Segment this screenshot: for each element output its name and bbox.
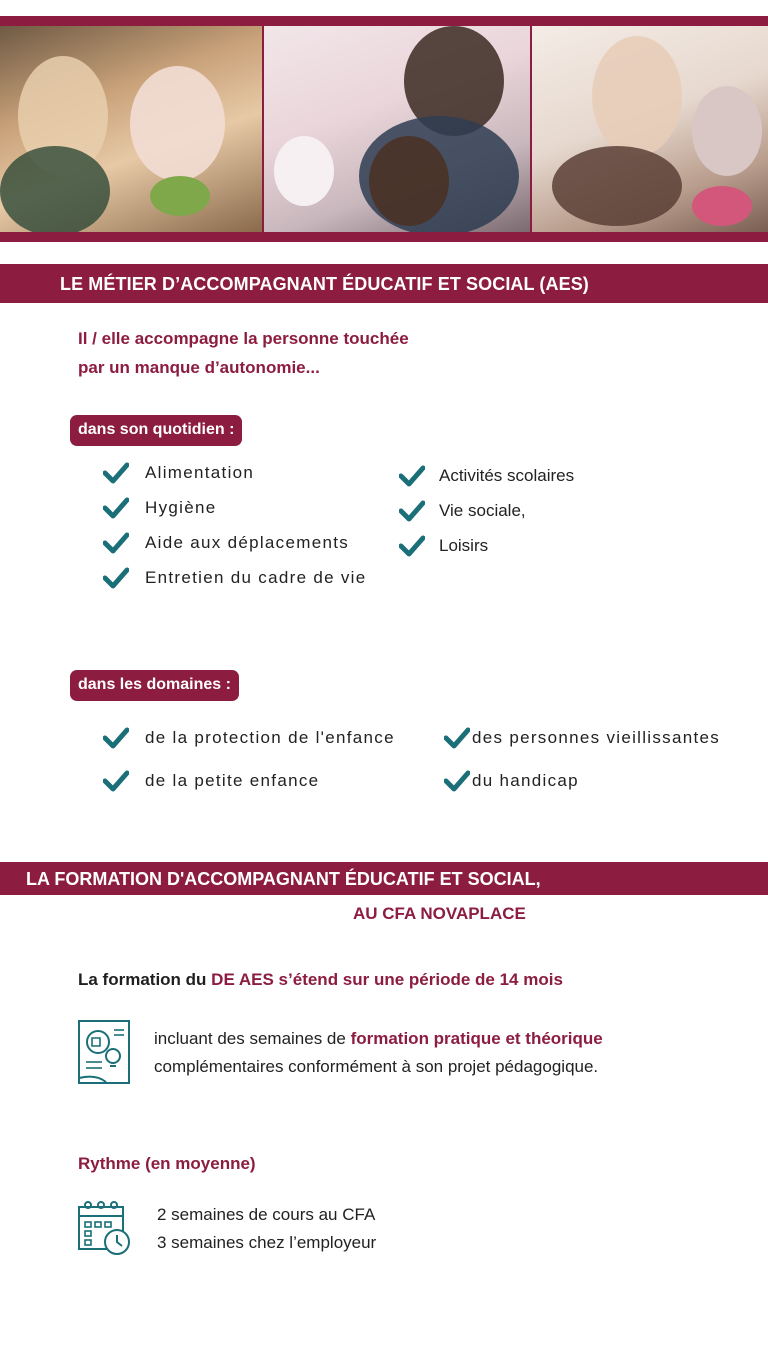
list-item [103,727,395,749]
metier-title: LE MÉTIER D’ACCOMPAGNANT ÉDUCATIF ET SOCIAL (AES) [60,274,589,294]
rythme-text [157,1201,376,1257]
list-item-label: Alimentation [145,463,255,482]
quotidien-label: dans son quotidien : [70,415,242,446]
including-line-1 [154,1025,603,1053]
check-icon [399,500,425,522]
intro-line-1: Il / elle accompagne la personne touchée [78,329,409,348]
intro-line-2: par un manque d’autonomie... [78,358,320,377]
including-text [154,1025,603,1081]
calendar-clock-icon [76,1200,134,1258]
duration-prefix: La formation du [78,970,212,989]
list-item [399,500,526,522]
list-item [103,567,367,589]
check-icon [444,727,470,749]
list-item [444,770,579,792]
duration-text [78,970,563,990]
including-prefix: incluant des semaines de [154,1029,351,1048]
list-item-label: Entretien du cadre de vie [145,568,367,587]
including-line-2: complémentaires conformément à son projet pédagogique. [154,1057,599,1076]
list-item-label: de la petite enfance [145,771,320,790]
list-item-label: Loisirs [439,536,489,555]
list-item-label: Activités scolaires [439,466,575,485]
list-item [103,462,254,484]
duration-highlight: DE AES s’étend sur une période de 14 mois [211,970,563,989]
domaines-label: dans les domaines : [70,670,239,701]
photo-educator-reading [264,26,530,232]
check-icon [103,497,129,519]
photo-educator-child [0,26,262,232]
list-item-label: de la protection de l'enfance [145,728,395,747]
check-icon [103,727,129,749]
check-icon [103,532,129,554]
list-item [444,727,720,749]
including-highlight: formation pratique et théorique [350,1029,603,1048]
list-item-label: Hygiène [145,498,217,517]
formation-subtitle: AU CFA NOVAPLACE [353,904,526,923]
list-item [103,770,319,792]
list-item [103,532,349,554]
check-icon [103,462,129,484]
document-lightbulb-icon [76,1018,132,1086]
formation-header [0,862,768,895]
check-icon [444,770,470,792]
list-item [399,465,574,487]
list-item-label: Vie sociale, [439,501,526,520]
rythme-line-1: 2 semaines de cours au CFA [157,1205,376,1224]
photo-banner [0,16,768,242]
rythme-line-2: 3 semaines chez l’employeur [157,1233,377,1252]
list-item [399,535,488,557]
rythme-title: Rythme (en moyenne) [78,1154,256,1173]
intro-text [78,324,409,382]
list-item-label: Aide aux déplacements [145,533,350,552]
check-icon [103,770,129,792]
formation-title: LA FORMATION D'ACCOMPAGNANT ÉDUCATIF ET SOCIAL, [26,869,541,889]
list-item [103,497,216,519]
list-item-label: du handicap [472,771,579,790]
list-item-label: des personnes vieillissantes [472,728,721,747]
check-icon [399,535,425,557]
metier-header [0,264,768,303]
check-icon [399,465,425,487]
photo-elderly-care [532,26,768,232]
check-icon [103,567,129,589]
